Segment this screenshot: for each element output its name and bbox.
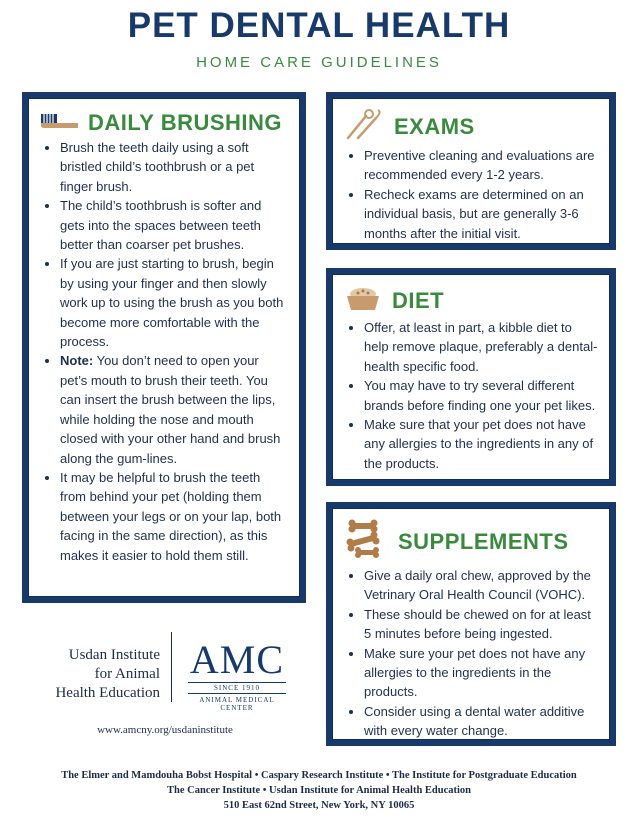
list-item: • Offer, at least in part, a kibble diet to help remove plaque, preferably a dental-health specific food.	[364, 318, 598, 376]
daily-brushing-list	[40, 138, 288, 565]
list-item: • Make sure your pet does not have any allergies to the ingredients in the products.	[364, 644, 598, 702]
footer-line-1: The Elmer and Mamdouha Bobst Hospital • Caspary Research Institute • The Institute for Postgraduate Education	[61, 770, 577, 781]
footer-line-2: The Cancer Institute • Usdan Institute for Animal Health Education	[166, 785, 472, 796]
list-item: • Make sure that your pet does not have any allergies to the ingredients in any of the products.	[364, 415, 598, 473]
diet-heading	[344, 284, 598, 318]
supplements-list	[344, 566, 598, 741]
page-subtitle: HOME CARE GUIDELINES	[196, 54, 442, 71]
diet-title: DIET	[392, 288, 445, 313]
diet-list	[344, 318, 598, 473]
list-item: • You may have to try several different brands before finding one your pet likes.	[364, 376, 598, 415]
list-item: • Recheck exams are determined on an individual basis, but are generally 3-6 months after the initial visit.	[364, 185, 598, 243]
footer-address: 510 East 62nd Street, New York, NY 10065	[223, 800, 415, 811]
usdan-logo: Usdan Institute for Animal Health Education	[55, 647, 160, 701]
daily-brushing-title: DAILY BRUSHING	[88, 110, 283, 135]
list-item: • If you are just starting to brush, begin by using your finger and then slowly work up to using the brush as you both become more comfortable with the process.	[60, 254, 288, 351]
exams-list	[344, 146, 598, 243]
supplements-title: SUPPLEMENTS	[398, 529, 569, 554]
amc-logo: AMC SINCE 1910 ANIMAL MEDICAL CENTER	[189, 637, 285, 712]
page-title: PET DENTAL HEALTH	[127, 6, 511, 45]
footer	[0, 768, 638, 813]
list-item: • Consider using a dental water additive with every water change.	[364, 702, 598, 741]
dog-bones-icon	[344, 518, 388, 566]
daily-brushing-heading	[40, 108, 288, 138]
diet-panel	[326, 268, 616, 486]
list-item: • The child’s toothbrush is softer and gets into the spaces between teeth better than coarser pet brushes.	[60, 196, 288, 254]
exams-panel	[326, 92, 616, 250]
daily-brushing-panel	[22, 92, 306, 603]
exams-title: EXAMS	[394, 114, 475, 139]
website-link[interactable]: www.amcny.org/usdaninstitute	[97, 724, 233, 736]
list-item: • Note: You don’t need to open your pet’s mouth to brush their teeth. You can insert the brush between the lips, while holding the nose and mouth closed with your other hand and brush along the gum-lines.	[60, 351, 288, 467]
list-item: • Preventive cleaning and evaluations are recommended every 1-2 years.	[364, 146, 598, 185]
logo-divider	[171, 632, 172, 702]
supplements-heading	[344, 518, 598, 566]
dental-tools-icon	[344, 108, 384, 146]
list-item: • Give a daily oral chew, approved by the Vetrinary Oral Health Council (VOHC).	[364, 566, 598, 605]
list-item: • It may be helpful to brush the teeth from behind your pet (holding them between your legs or on your lap, both facing in the same direction), as this makes it easier to hold them still.	[60, 468, 288, 565]
supplements-panel	[326, 502, 616, 746]
exams-heading	[344, 108, 598, 146]
list-item: • Brush the teeth daily using a soft bristled child’s toothbrush or a pet finger brush.	[60, 138, 288, 196]
toothbrush-icon	[40, 108, 78, 138]
logo-area	[30, 632, 300, 712]
food-bowl-icon	[344, 284, 382, 318]
list-item: • These should be chewed on for at least 5 minutes before being ingested.	[364, 605, 598, 644]
